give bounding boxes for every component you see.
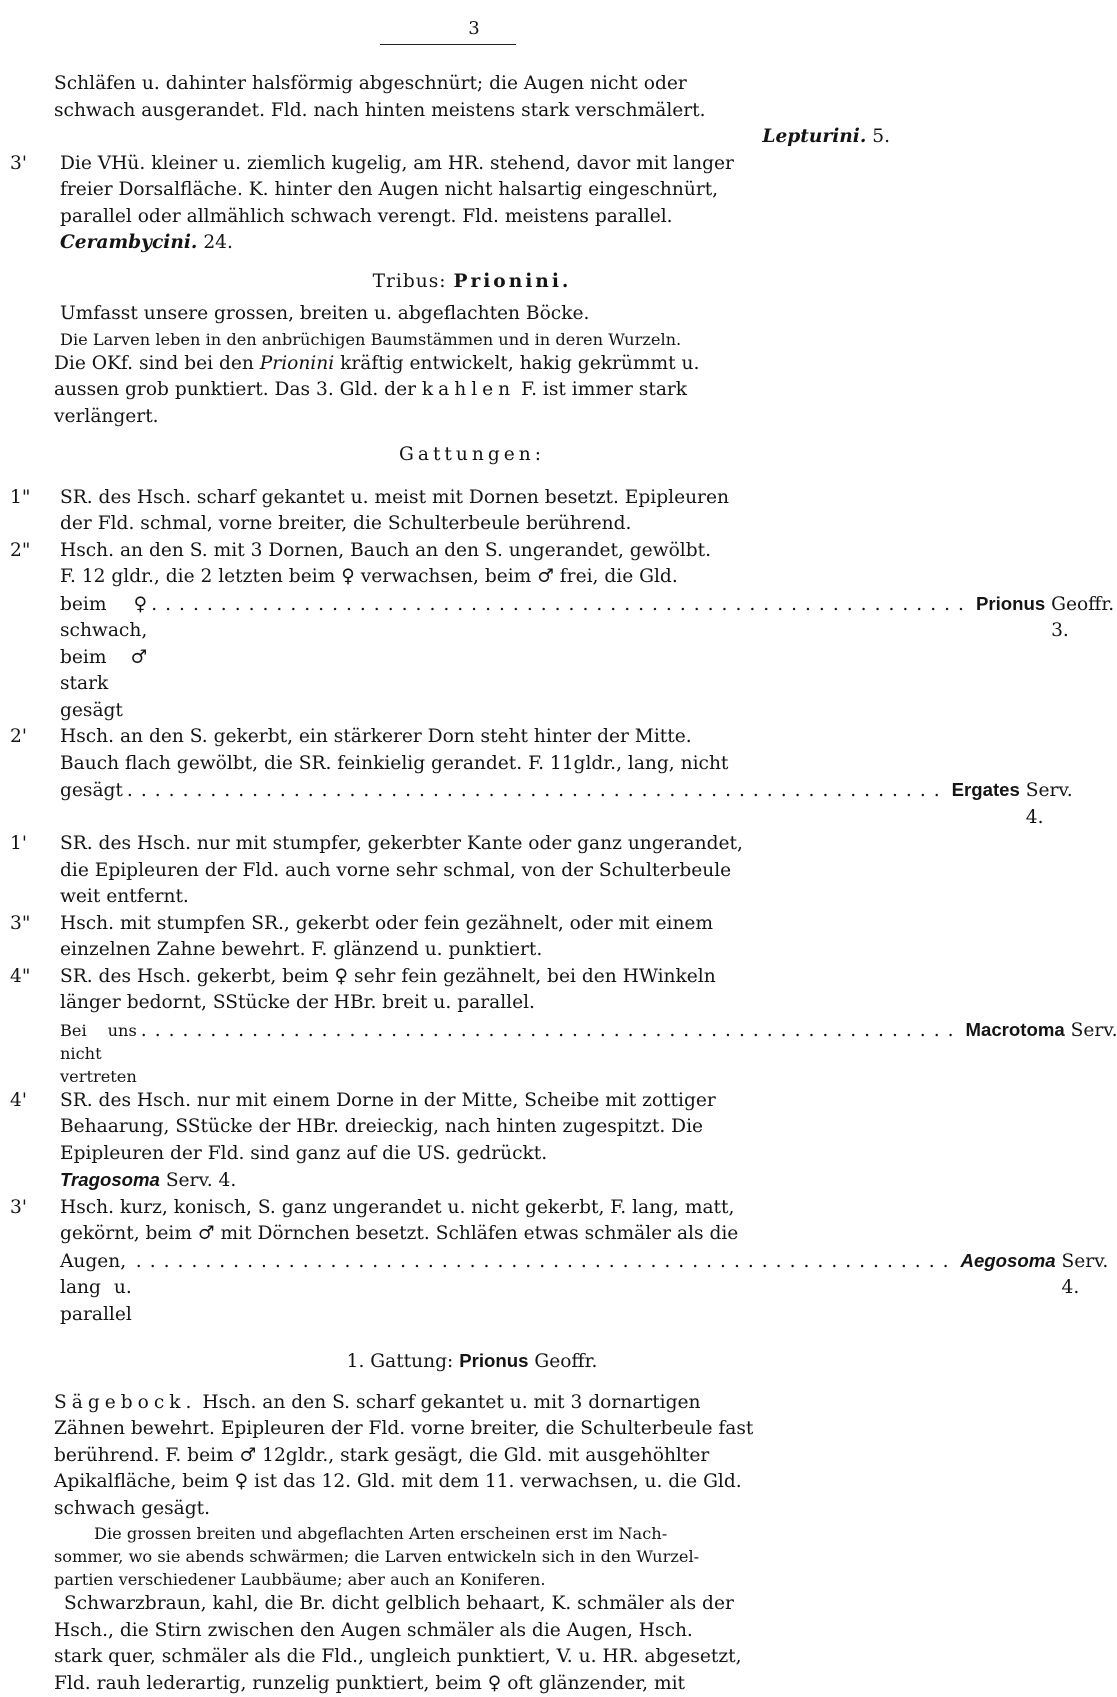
gattung-desc-line: berührend. F. beim ♂ 12gldr., stark gesägt, die Gld. mit ausgehöhlter <box>54 1443 890 1470</box>
key-line: SR. des Hsch. nur mit einem Dorne in der Mitte, Scheibe mit zottiger <box>60 1088 890 1115</box>
key-line: Behaarung, SStücke der HBr. dreieckig, nach hinten zugespitzt. Die <box>60 1114 890 1141</box>
genus-prionus: Prionus <box>976 591 1045 618</box>
key-line-end: Bei uns nicht vertreten <box>60 1019 137 1088</box>
tribus-text-part: Die OKf. sind bei den <box>54 353 254 374</box>
dot-leader: ........................................................... <box>123 778 952 805</box>
taxon-page: 24. <box>203 232 233 253</box>
species-description <box>54 1591 890 1697</box>
genus-tragosoma: Tragosoma <box>60 1169 160 1190</box>
tribus-text-spaced: kahlen <box>422 379 515 400</box>
key-line: parallel oder allmählich schwach verengt. Fld. meistens parallel. <box>60 204 890 231</box>
tribus-text <box>54 351 890 378</box>
key-number: 4" <box>10 964 50 991</box>
genus-aegosoma: Aegosoma <box>961 1248 1056 1275</box>
gattung-desc-line: Zähnen bewehrt. Epipleuren der Fld. vorne breiter, die Schulterbeule fast <box>54 1416 890 1443</box>
key-number: 3' <box>10 1195 50 1222</box>
key-entry-2 <box>54 538 890 725</box>
tribus-text-line <box>54 377 890 404</box>
key-entry-2prime <box>54 724 890 831</box>
key-line: Die VHü. kleiner u. ziemlich kugelig, am HR. stehend, davor mit langer <box>60 151 890 178</box>
gattung-name: Prionus <box>459 1350 528 1371</box>
small-note-line: Die grossen breiten und abgeflachten Arten erscheinen erst im Nach- <box>54 1522 890 1545</box>
gattung-heading <box>54 1348 890 1376</box>
key-line: Bauch flach gewölbt, die SR. feinkielig gerandet. F. 11gldr., lang, nicht <box>60 751 890 778</box>
key-entry-4prime <box>54 1088 890 1195</box>
gattung-label: 1. Gattung: <box>347 1351 454 1372</box>
key-number: 1' <box>10 831 50 858</box>
intro-block <box>54 71 890 151</box>
tribus-text-part: kräftig entwickelt, hakig gekrümmt u. <box>340 353 699 374</box>
key-entry-3prime-b <box>54 1195 890 1329</box>
tribus-name: Prionini. <box>453 271 571 292</box>
tribus-heading <box>54 269 890 296</box>
key-line: freier Dorsalfläche. K. hinter den Augen nicht halsartig eingeschnürt, <box>60 177 890 204</box>
genus-author: Serv. <box>1071 1018 1117 1045</box>
species-line: Schwarzbraun, kahl, die Br. dicht gelblich behaart, K. schmäler als der <box>54 1591 890 1618</box>
key-taxon-line <box>60 591 890 725</box>
intro-taxon-line <box>54 124 890 151</box>
key-number: 4' <box>10 1088 50 1115</box>
key-line: SR. des Hsch. nur mit stumpfer, gekerbter Kante oder ganz ungerandet, <box>60 831 890 858</box>
genus-author: Serv. 4. <box>1026 778 1073 831</box>
common-name: Sägebock. <box>54 1392 196 1413</box>
header-rule <box>380 44 516 45</box>
tribus-larvae-note: Die Larven leben in den anbrüchigen Baumstämmen und in deren Wurzeln. <box>54 328 890 351</box>
key-taxon-line <box>60 777 890 831</box>
species-line: Fld. rauh lederartig, runzelig punktiert, beim ♀ oft glänzender, mit <box>54 1671 890 1697</box>
dot-leader: ........................................................... <box>137 1018 966 1045</box>
tribus-text-part: F. ist immer stark <box>521 379 687 400</box>
gattung-author: Geoffr. <box>534 1351 597 1372</box>
key-line: Hsch. mit stumpfen SR., gekerbt oder fein gezähnelt, oder mit einem <box>60 911 890 938</box>
species-line: Hsch., die Stirn zwischen den Augen schmäler als die Augen, Hsch. <box>54 1618 890 1645</box>
genus-ergates: Ergates <box>952 777 1020 804</box>
document-page <box>54 18 890 1697</box>
key-line: die Epipleuren der Fld. auch vorne sehr schmal, von der Schulterbeule <box>60 858 890 885</box>
key-number: 1" <box>10 485 50 512</box>
key-line-end: gesägt <box>60 778 123 805</box>
key-line: Hsch. an den S. gekerbt, ein stärkerer Dorn steht hinter der Mitte. <box>60 724 890 751</box>
key-line: Hsch. an den S. mit 3 Dornen, Bauch an den S. ungerandet, gewölbt. <box>60 538 890 565</box>
genus-author: Serv. 4. <box>166 1170 237 1191</box>
key-line: weit entfernt. <box>60 884 890 911</box>
key-entry-1prime <box>54 831 890 911</box>
key-taxon-line <box>60 1167 890 1195</box>
tribus-label: Tribus: <box>373 271 447 292</box>
key-line: der Fld. schmal, vorne breiter, die Schulterbeule berührend. <box>60 511 890 538</box>
key-number: 3" <box>10 911 50 938</box>
key-line: gekörnt, beim ♂ mit Dörnchen besetzt. Schläfen etwas schmäler als die <box>60 1221 890 1248</box>
key-line: einzelnen Zahne bewehrt. F. glänzend u. punktiert. <box>60 937 890 964</box>
intro-line: Schläfen u. dahinter halsförmig abgeschnürt; die Augen nicht oder <box>54 71 890 98</box>
key-line: SR. des Hsch. scharf gekantet u. meist mit Dornen besetzt. Epipleuren <box>60 485 890 512</box>
key-entry-4 <box>54 964 890 1088</box>
taxon-lepturini: Lepturini. <box>762 126 866 147</box>
tribus-text-line: verlängert. <box>54 404 890 431</box>
gattung-desc-line: schwach gesägt. <box>54 1496 890 1523</box>
gattung-small-note <box>54 1522 890 1591</box>
gattung-desc-text: Hsch. an den S. scharf gekantet u. mit 3 dornartigen <box>202 1392 700 1413</box>
genus-macrotoma: Macrotoma <box>966 1017 1065 1044</box>
intro-line: schwach ausgerandet. Fld. nach hinten meistens stark verschmälert. <box>54 98 890 125</box>
tribus-text-part: aussen grob punktiert. Das 3. Gld. der <box>54 379 416 400</box>
gattungen-heading: Gattungen: <box>54 442 890 469</box>
taxon-cerambycini: Cerambycini. <box>60 232 197 253</box>
tribus-description: Umfasst unsere grossen, breiten u. abgeflachten Böcke. <box>54 301 890 328</box>
gattung-desc-line: Apikalfläche, beim ♀ ist das 12. Gld. mit dem 11. verwachsen, u. die Gld. <box>54 1469 890 1496</box>
key-line-end: beim ♀ schwach, beim ♂ stark gesägt <box>60 592 147 725</box>
taxon-page: 5. <box>872 126 890 147</box>
species-line: stark quer, schmäler als die Fld., ungleich punktiert, V. u. HR. abgesetzt, <box>54 1644 890 1671</box>
small-note-line: sommer, wo sie abends schwärmen; die Larven entwickeln sich in den Wurzel- <box>54 1545 890 1568</box>
dot-leader: ........................................................... <box>147 592 976 619</box>
taxon-line <box>60 230 890 257</box>
genus-author: Geoffr. 3. <box>1051 592 1114 645</box>
gattung-description <box>54 1390 890 1523</box>
key-number: 3' <box>10 151 50 178</box>
key-taxon-line <box>60 1017 890 1088</box>
key-number: 2' <box>10 724 50 751</box>
key-taxon-line <box>60 1248 890 1329</box>
key-entry-3 <box>54 911 890 964</box>
key-line: Epipleuren der Fld. sind ganz auf die US. gedrückt. <box>60 1141 890 1168</box>
key-line: Hsch. kurz, konisch, S. ganz ungerandet u. nicht gekerbt, F. lang, matt, <box>60 1195 890 1222</box>
genus-author: Serv. 4. <box>1062 1249 1109 1302</box>
key-entry-3prime <box>54 151 890 257</box>
key-line: länger bedornt, SStücke der HBr. breit u. parallel. <box>60 990 890 1017</box>
key-line: SR. des Hsch. gekerbt, beim ♀ sehr fein gezähnelt, bei den HWinkeln <box>60 964 890 991</box>
tribus-text-italic: Prionini <box>260 353 334 374</box>
gattung-desc-line <box>54 1390 890 1417</box>
dot-leader: ........................................................... <box>132 1249 961 1276</box>
key-line: F. 12 gldr., die 2 letzten beim ♀ verwachsen, beim ♂ frei, die Gld. <box>60 564 890 591</box>
page-number: 3 <box>58 18 890 40</box>
small-note-line: partien verschiedener Laubbäume; aber auch an Koniferen. <box>54 1568 890 1591</box>
key-number: 2" <box>10 538 50 565</box>
key-line-end: Augen, lang u. parallel <box>60 1249 132 1329</box>
key-entry-1 <box>54 485 890 538</box>
